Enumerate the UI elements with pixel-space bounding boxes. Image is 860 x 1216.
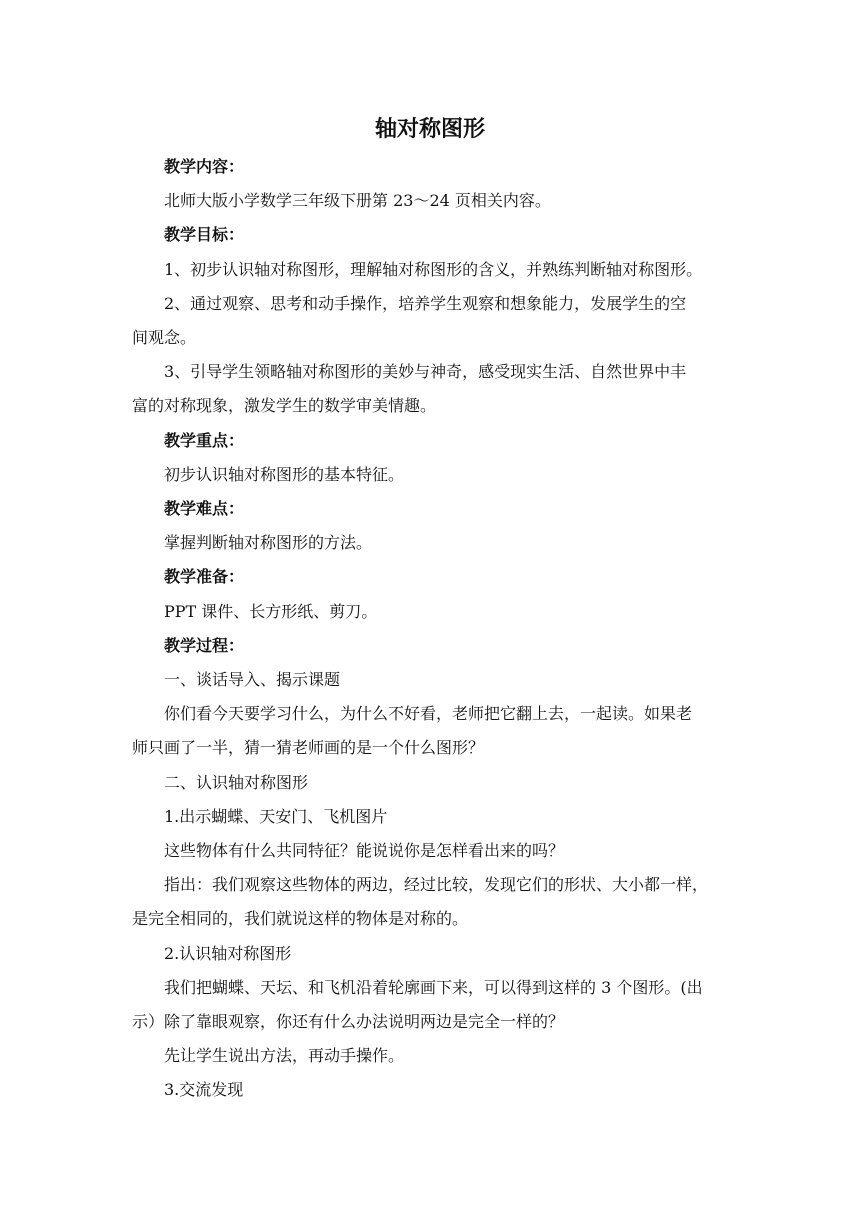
section-heading: 教学内容： <box>164 157 245 176</box>
text-line: 这些物体有什么共同特征？能说说你是怎样看出来的吗？ <box>164 841 565 861</box>
text-line: 掌握判断轴对称图形的方法。 <box>164 533 373 553</box>
text-line: 2.认识轴对称图形 <box>164 943 292 963</box>
text-line: 先让学生说出方法，再动手操作。 <box>164 1046 405 1066</box>
section-heading: 教学过程： <box>164 635 245 655</box>
text-line: 我们把蝴蝶、天坛、和飞机沿着轮廓画下来，可以得到这样的 3 个图形。(出 <box>164 977 703 997</box>
text-line: 指出：我们观察这些物体的两边，经过比较，发现它们的形状、大小都一样， <box>164 875 709 895</box>
text-line: 二、认识轴对称图形 <box>164 772 309 792</box>
section-heading: 教学难点： <box>164 499 245 519</box>
text-line: 3、引导学生领略轴对称图形的美妙与神奇，感受现实生活、自然世界中丰 <box>164 362 687 382</box>
text-line: 3.交流发现 <box>164 1080 244 1100</box>
text-line: 间观念。 <box>132 328 197 348</box>
text-line: PPT 课件、长方形纸、剪刀。 <box>164 601 378 621</box>
section-heading: 教学准备： <box>164 567 245 587</box>
document-body <box>132 150 732 1108</box>
section-heading: 教学重点： <box>164 430 245 450</box>
text-line: 1.出示蝴蝶、天安门、飞机图片 <box>164 806 388 826</box>
text-line: 富的对称现象，激发学生的数学审美情趣。 <box>132 396 437 416</box>
text-line: 1、初步认识轴对称图形，理解轴对称图形的含义，并熟练判断轴对称图形。 <box>164 259 703 279</box>
text-line: 你们看今天要学习什么，为什么不好看，老师把它翻上去，一起读。如果老 <box>164 704 693 724</box>
text-line: 北师大版小学数学三年级下册第 23～24 页相关内容。 <box>164 191 551 211</box>
text-line: 初步认识轴对称图形的基本特征。 <box>164 464 405 484</box>
text-line: 一、谈话导入、揭示课题 <box>164 670 341 690</box>
text-line: 2、通过观察、思考和动手操作，培养学生观察和想象能力，发展学生的空 <box>164 293 687 313</box>
section-heading: 教学目标： <box>164 225 245 245</box>
text-line: 师只画了一半，猜一猜老师画的是一个什么图形？ <box>132 738 485 758</box>
document-title: 轴对称图形 <box>374 117 485 142</box>
text-line: 是完全相同的，我们就说这样的物体是对称的。 <box>132 909 469 929</box>
text-line: 示）除了靠眼观察，你还有什么办法说明两边是完全一样的？ <box>132 1012 565 1032</box>
